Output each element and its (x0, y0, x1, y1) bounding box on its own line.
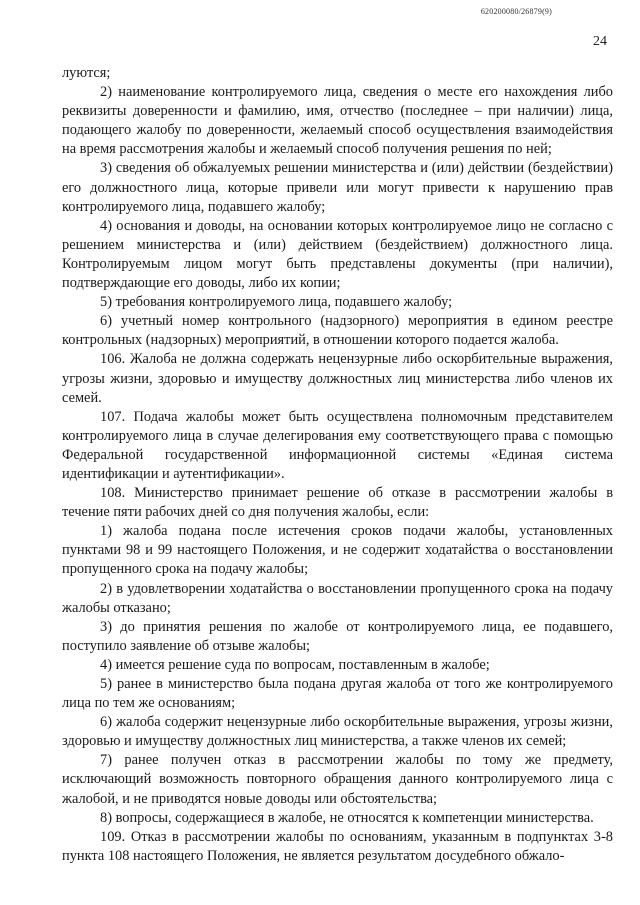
paragraph-109: 109. Отказ в рассмотрении жалобы по основаниям, указанным в подпунктах 3-8 пункта 108 настоящего Положения, не является результатом досудебного обжало- (62, 828, 613, 864)
paragraph-108-item-1: 1) жалоба подана после истечения сроков подачи жалобы, установленных пунктами 98 и 99 настоящего Положения, и не содержит ходатайства о восстановлении пропущенного срока на подачу жалобы; (62, 523, 613, 578)
paragraph-item-6: 6) учетный номер контрольного (надзорного) мероприятия в едином реестре контрольных (надзорных) мероприятий, в отношении которого подается жалоба. (62, 313, 613, 349)
paragraph-item-2: 2) наименование контролируемого лица, сведения о месте его нахождения либо реквизиты доверенности и фамилию, имя, отчество (последнее – при наличии) лица, подающего жалобу по доверенности, желаемый способ осуществления взаимодействия на время рассмотрения жалобы и желаемый способ получения решения по ней; (62, 84, 613, 158)
paragraph-item-5: 5) требования контролируемого лица, подавшего жалобу; (100, 294, 453, 311)
paragraph-item-3: 3) сведения об обжалуемых решении министерства и (или) действии (бездействии) его должностного лица, которые привели или могут привести к нарушению прав контролируемого лица, подавшего жалобу; (62, 160, 613, 215)
paragraph-item-4: 4) основания и доводы, на основании которых контролируемое лицо не согласно с решением министерства и (или) действием (бездействием) должностного лица. Контролируемым лицом могут быть представлены документы (при наличии), подтверждающие его доводы, либо их копии; (62, 217, 613, 292)
paragraph-107: 107. Подача жалобы может быть осуществлена полномочным представителем контролируемого лица в случае делегирования ему соответствующего права с помощью Федеральной государственной информационной системы «Единая система идентификации и аутентификации». (62, 408, 613, 482)
paragraph-108-item-8: 8) вопросы, содержащиеся в жалобе, не относятся к компетенции министерства. (100, 809, 594, 826)
paragraph-108-item-7: 7) ранее получен отказ в рассмотрении жалобы по тому же предмету, исключающий возможность повторного обращения данного контролируемого лица с жалобой, и не приводятся новые доводы или обстоятельства; (62, 752, 613, 807)
paragraph-106: 106. Жалоба не должна содержать нецензурные либо оскорбительные выражения, угрозы жизни, здоровью и имуществу должностных лиц министерства либо членов их семей. (62, 351, 613, 406)
paragraph-108: 108. Министерство принимает решение об отказе в рассмотрении жалобы в течение пяти рабочих дней со дня получения жалобы, если: (62, 485, 613, 521)
paragraph-108-item-4: 4) имеется решение суда по вопросам, поставленным в жалобе; (100, 656, 490, 673)
paragraph-108-item-6: 6) жалоба содержит нецензурные либо оскорбительные выражения, угрозы жизни, здоровью и имуществу должностных лиц министерства, а также членов их семей; (62, 714, 613, 750)
paragraph-108-item-5: 5) ранее в министерство была подана другая жалоба от того же контролируемого лица по тем же основаниям; (62, 676, 613, 712)
paragraph-108-item-2: 2) в удовлетворении ходатайства о восстановлении пропущенного срока на подачу жалобы отказано; (62, 580, 613, 616)
paragraph-108-item-3: 3) до принятия решения по жалобе от контролируемого лица, ее подавшего, поступило заявление об отзыве жалобы; (62, 618, 613, 654)
document-id: 620200080/26879(9) (480, 7, 552, 16)
page-body (62, 64, 613, 866)
paragraph-continuation: луются; (62, 65, 111, 81)
page-number: 24 (593, 34, 607, 49)
